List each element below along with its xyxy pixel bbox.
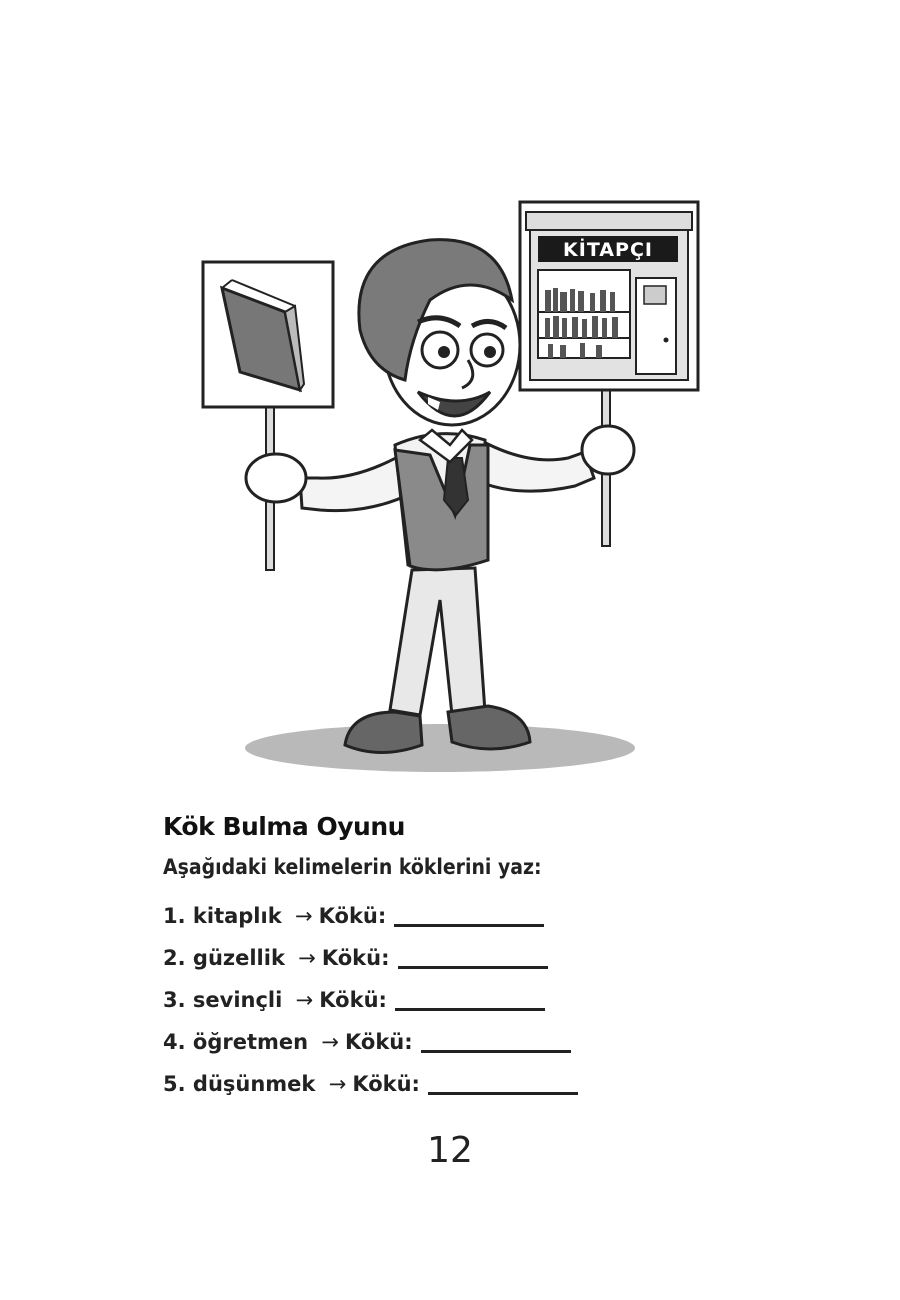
arrow-icon: → [321,1030,339,1054]
answer-blank[interactable] [428,1074,578,1095]
item-label: Kökü: [352,1072,420,1096]
item-number: 3. [163,988,186,1012]
exercise-item [163,937,803,979]
right-arm [480,440,594,491]
exercise-item [163,895,803,937]
bookstore-sign [520,202,698,390]
item-word: düşünmek [192,1072,316,1096]
item-word: sevinçli [192,988,283,1012]
item-number: 1. [163,904,186,928]
answer-blank[interactable] [394,906,544,927]
arrow-icon: → [328,1072,347,1096]
page-number: 12 [427,1130,473,1171]
item-word: kitaplık [192,904,282,928]
item-word: güzellik [192,946,285,970]
answer-blank[interactable] [395,990,545,1011]
item-number: 2. [163,946,186,970]
ground-shadow [245,724,635,772]
left-hand [246,454,306,502]
item-label: Kökü: [345,1030,413,1054]
arrow-icon: → [295,904,313,928]
exercise-item [163,1021,803,1063]
answer-blank[interactable] [398,948,548,969]
item-label: Kökü: [321,946,390,970]
item-word: öğretmen [192,1030,309,1054]
item-number: 5. [163,1072,186,1096]
boy-legs [390,568,485,715]
arrow-icon: → [295,988,314,1012]
exercise-list [163,895,803,1105]
right-hand [582,426,634,474]
exercise-title: Kök Bulma Oyunu [163,812,405,841]
arrow-icon: → [298,946,316,970]
item-number: 4. [163,1030,186,1054]
shop-sign-text: KİTAPÇI [563,239,653,261]
left-shoe [345,712,422,753]
right-shoe [448,706,530,749]
answer-blank[interactable] [421,1032,571,1053]
exercise-item [163,1063,803,1105]
exercise-item [163,979,803,1021]
exercise-instruction: Aşağıdaki kelimelerin köklerini yaz: [163,855,542,879]
item-label: Kökü: [319,988,387,1012]
exercise-section [163,812,803,1105]
left-arm [300,450,410,511]
book-sign [203,262,333,407]
item-label: Kökü: [318,904,387,928]
